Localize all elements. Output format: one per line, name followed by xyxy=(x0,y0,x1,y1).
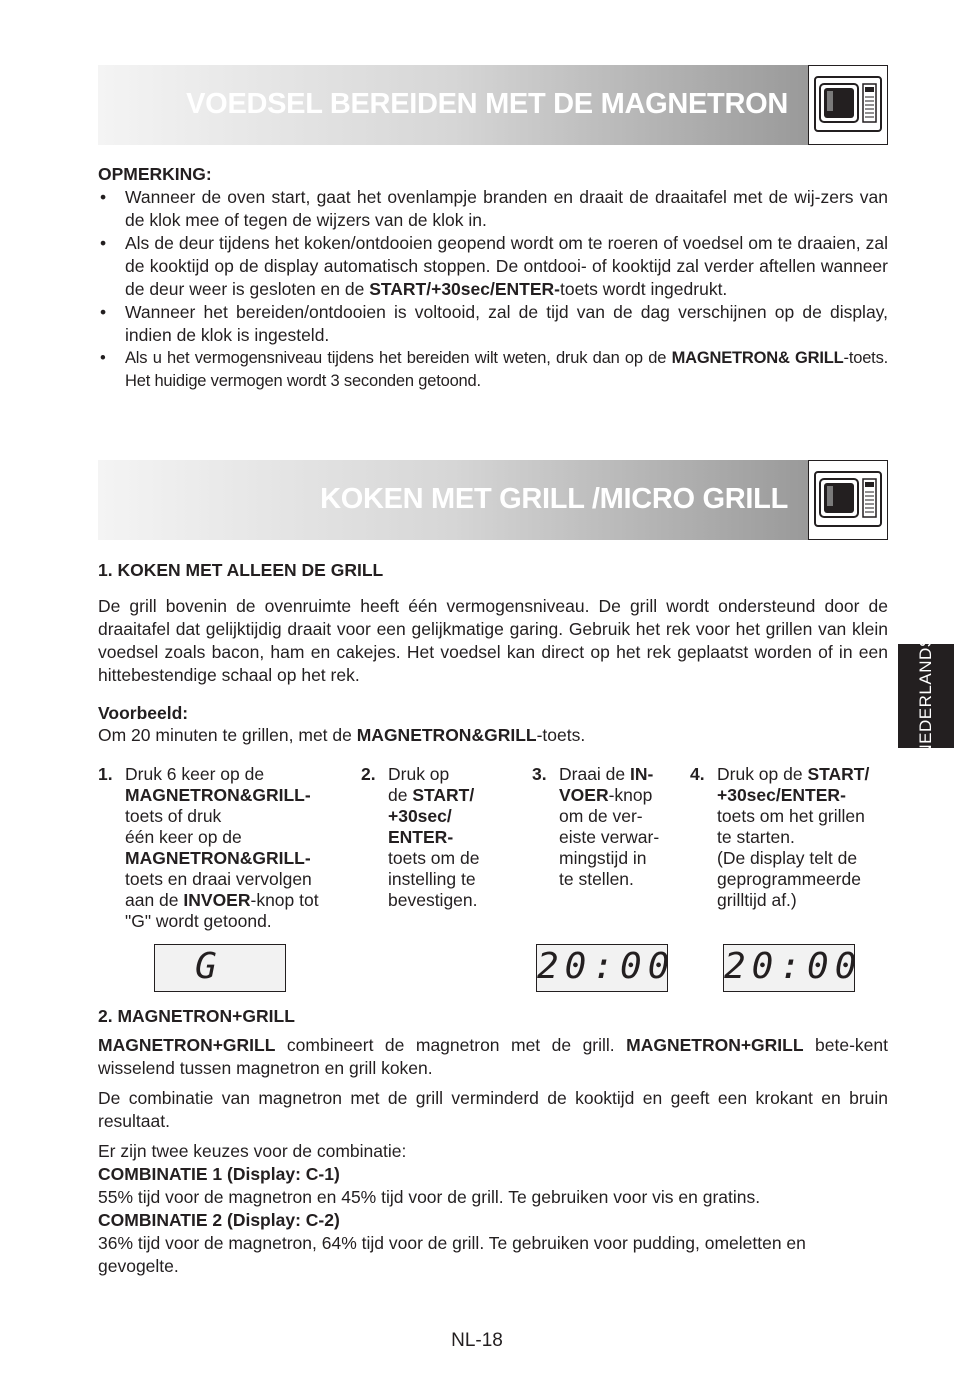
note-heading: OPMERKING: xyxy=(98,164,212,184)
section-title: KOKEN MET GRILL /MICRO GRILL xyxy=(320,483,788,515)
combo-paragraph-3: Er zijn twee keuzes voor de combinatie: xyxy=(98,1141,407,1161)
grill-heading: 1. KOKEN MET ALLEEN DE GRILL xyxy=(98,560,384,580)
combination-1-text: 55% tijd voor de magnetron en 45% tijd voor de grill. Te gebruiken voor vis en gratins. xyxy=(98,1187,761,1207)
example-text: Om 20 minuten te grillen, met de MAGNETRON&GRILL-toets. xyxy=(98,725,586,745)
lcd-display: 20:00 xyxy=(723,944,855,992)
combination-2-label: COMBINATIE 2 (Display: C-2) xyxy=(98,1210,340,1230)
language-tab xyxy=(898,635,954,757)
list-item: • Wanneer het bereiden/ontdooien is voltooid, zal de tijd van de dag verschijnen op de display, indien de klok is ingesteld. xyxy=(100,302,888,345)
lcd-display: 20:00 xyxy=(536,944,668,992)
list-item: • Wanneer de oven start, gaat het ovenlampje branden en draait de draaitafel met de wij-zers van de klok mee of tegen de wijzers van de klok in. xyxy=(100,187,888,230)
list-item: • Als u het vermogensniveau tijdens het bereiden wilt weten, druk dan op de MAGNETRON& GRILL-toets. Het huidige vermogen wordt 3 seconden getoond. xyxy=(100,349,888,390)
lcd-display: G xyxy=(154,944,286,992)
combination-2-text: 36% tijd voor de magnetron, 64% tijd voor de grill. Te gebruiken voor pudding, omeletten en gevogelte. xyxy=(98,1233,806,1276)
combo-paragraph-2: De combinatie van magnetron met de grill verminderd de kooktijd en geeft een krokant en bruin resultaat. xyxy=(98,1088,888,1131)
combination-1-label: COMBINATIE 1 (Display: C-1) xyxy=(98,1164,340,1184)
section-banner-magnetron xyxy=(98,65,888,145)
microwave-oven-icon xyxy=(808,65,888,145)
section-title: VOEDSEL BEREIDEN MET DE MAGNETRON xyxy=(186,88,788,120)
page-number: NL-18 xyxy=(451,1330,503,1351)
example-label: Voorbeeld: xyxy=(98,703,189,723)
note-list xyxy=(98,186,888,393)
combo-paragraph-1: MAGNETRON+GRILL combineert de magnetron met de grill. MAGNETRON+GRILL bete-kent wisselend tussen magnetron en grill koken. xyxy=(98,1035,888,1078)
combo-heading: 2. MAGNETRON+GRILL xyxy=(98,1006,295,1026)
microwave-oven-icon xyxy=(808,460,888,540)
grill-paragraph: De grill bovenin de ovenruimte heeft één vermogensniveau. De grill wordt ondersteund door de draaitafel dat gelijktijdig draait voor een gelijkmatige garing. Gebruik het rek voor het grillen van klein voedsel zoals bacon, ham en cakejes. Het voedsel kan direct op het rek geplaatst worden of in een hittebestendige schaal op het rek. xyxy=(98,596,888,685)
language-tab-label: NEDERLANDS xyxy=(916,635,935,757)
section-banner-grill xyxy=(98,460,888,540)
list-item: • Als de deur tijdens het koken/ontdooien geopend wordt om te roeren of voedsel om te draaien, zal de kooktijd op de display automatisch stoppen. De ontdooi- of kooktijd zal verder aftellen wanneer de deur weer is gesloten en de START/+30sec/ENTER-toets wordt ingedrukt. xyxy=(100,233,888,299)
